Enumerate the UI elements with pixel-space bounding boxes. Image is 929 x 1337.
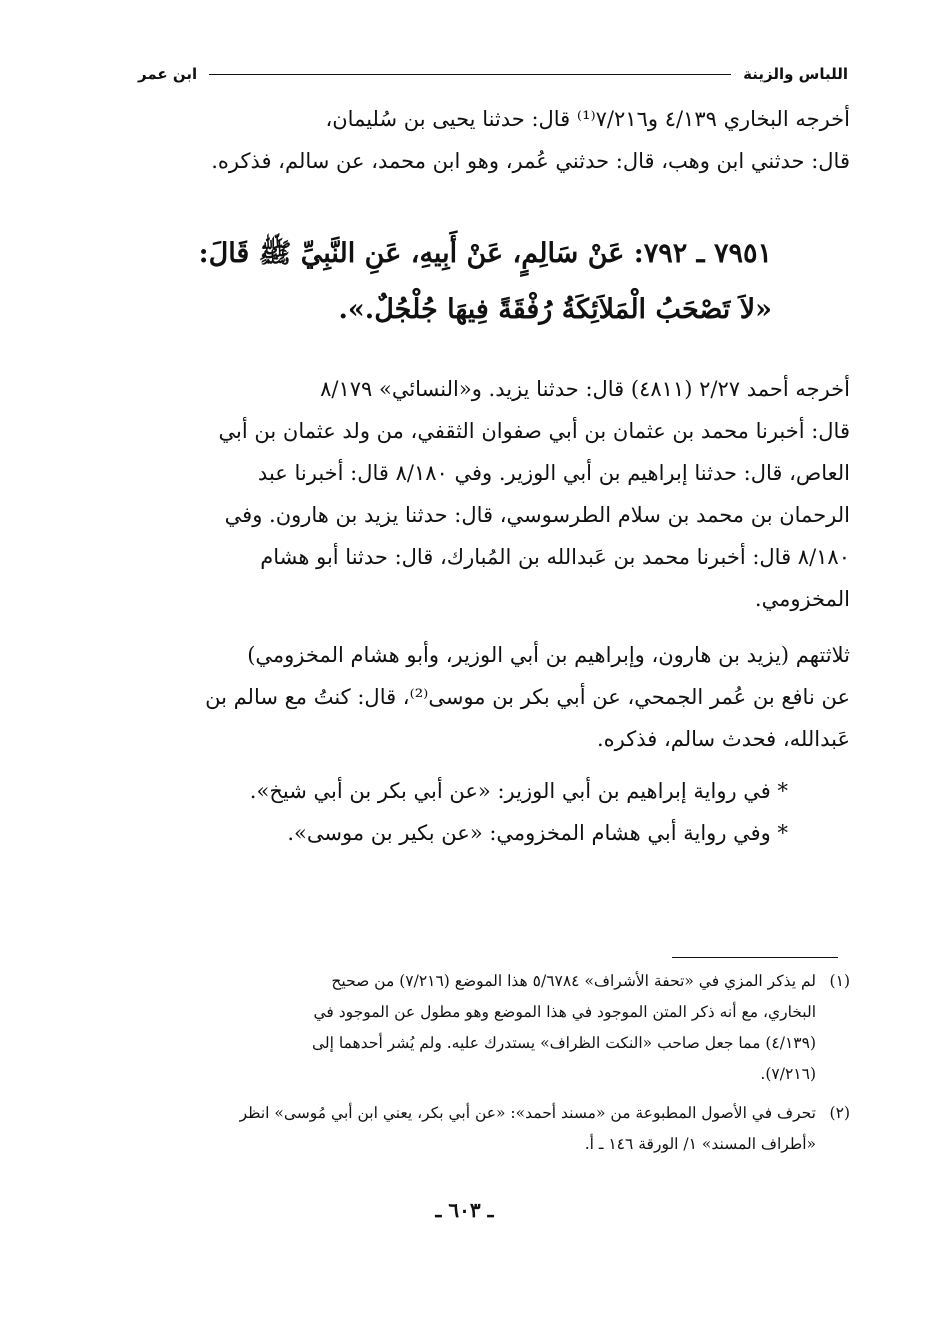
chain-line: عن نافع بن عُمر الجمحي، عن أبي بكر بن موسى⁽²⁾، قال: كنتُ مع سالم بن <box>205 685 850 709</box>
variant-note: * في رواية إبراهيم بن أبي الوزير: «عن أبي بكر بن أبي شيخ». <box>249 779 788 803</box>
footnote-1 <box>138 966 850 1090</box>
intro-line: أخرجه البخاري ٤/١٣٩ و٧/٢١٦⁽¹⁾ قال: حدثنا يحيى بن سُليمان، <box>325 107 850 131</box>
takhrij-line: العاص، قال: حدثنا إبراهيم بن أبي الوزير. وفي ٨/١٨٠ قال: أخبرنا عبد <box>257 461 850 485</box>
variant-notes <box>138 770 788 854</box>
takhrij-line: الرحمان بن محمد بن سلام الطرسوسي، قال: حدثنا يزيد بن هارون. وفي <box>224 503 850 527</box>
footnote-line: لم يذكر المزي في «تحفة الأشراف» ٥/٦٧٨٤ هذا الموضع (٧/٢١٦) من صحيح <box>331 972 816 990</box>
hadith-line: ٧٩٥١ ـ ٧٩٢: عَنْ سَالِمٍ، عَنْ أَبِيهِ، عَنِ النَّبِيِّ ﷺ قَالَ: <box>198 238 772 269</box>
takhrij-line: ٨/١٨٠ قال: أخبرنا محمد بن عَبدالله بن المُبارك، قال: حدثنا أبو هشام <box>260 545 850 569</box>
footnote-line: (٤/١٣٩) مما جعل صاحب «النكت الظراف» يستدرك عليه. ولم يُشر أحدهما إلى <box>312 1034 816 1052</box>
footnote-line: (٧/٢١٦). <box>760 1065 816 1083</box>
variant-note: * وفي رواية أبي هشام المخزومي: «عن بكير بن موسى». <box>287 821 788 845</box>
running-header <box>138 64 848 84</box>
header-section-title: ابن عمر <box>138 65 198 83</box>
footnote-line: البخاري، مع أنه ذكر المتن الموجود في هذا الموضع وهو مطول عن الموجود في <box>313 1003 816 1021</box>
hadith-text <box>140 226 772 338</box>
footnote-line: تحرف في الأصول المطبوعة من «مسند أحمد»: «عن أبي بكر، يعني ابن أبي مُوسى» انظر <box>239 1104 816 1122</box>
takhrij-paragraph <box>138 368 850 620</box>
hadith-line: «لاَ تَصْحَبُ الْمَلاَئِكَةُ رُفْقَةً فِيهَا جُلْجُلٌ.». <box>338 294 772 325</box>
header-rule <box>209 74 731 75</box>
takhrij-line: المخزومي. <box>754 587 850 611</box>
takhrij-line: قال: أخبرنا محمد بن عثمان بن أبي صفوان الثقفي، من ولد عثمان بن أبي <box>218 419 850 443</box>
footnote-number: (١) <box>829 972 850 990</box>
footnote-2 <box>138 1098 850 1160</box>
footnote-number: (٢) <box>829 1104 850 1122</box>
chain-line: عَبدالله، فحدث سالم، فذكره. <box>597 727 850 751</box>
chain-paragraph <box>138 634 850 760</box>
intro-paragraph <box>138 98 850 182</box>
footnote-separator <box>672 957 838 958</box>
takhrij-line: أخرجه أحمد ٢/٢٧ (٤٨١١) قال: حدثنا يزيد. و«النسائي» ٨/١٧٩ <box>320 377 850 401</box>
footnote-line: «أطراف المسند» ١/ الورقة ١٤٦ ـ أ. <box>584 1135 816 1153</box>
chain-line: ثلاثتهم (يزيد بن هارون، وإبراهيم بن أبي الوزير، وأبو هشام المخزومي) <box>247 643 850 667</box>
page-number: ـ ٦٠٣ ـ <box>435 1198 494 1222</box>
intro-line: قال: حدثني ابن وهب، قال: حدثني عُمر، وهو ابن محمد، عن سالم، فذكره. <box>211 149 850 173</box>
header-chapter-title: اللباس والزينة <box>743 65 848 83</box>
